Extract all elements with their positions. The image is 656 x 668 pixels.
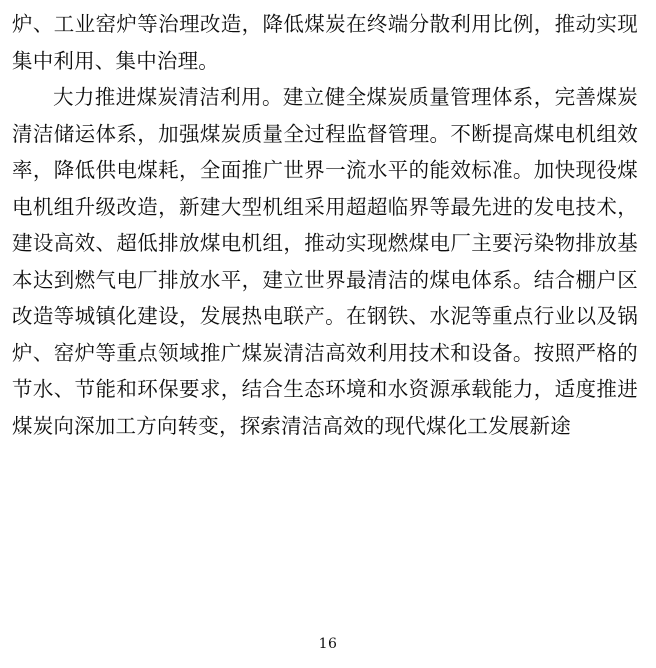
document-body [12,6,638,444]
paragraph-1: 炉、工业窑炉等治理改造，降低煤炭在终端分散利用比例，推动实现集中利用、集中治理。 [12,12,638,73]
page-number: 16 [318,636,338,652]
paragraph-2: 大力推进煤炭清洁利用。建立健全煤炭质量管理体系，完善煤炭清洁储运体系，加强煤炭质量全过程监督管理。不断提高煤电机组效率，降低供电煤耗，全面推广世界一流水平的能效标准。加快现役煤电机组升级改造，新建大型机组采用超超临界等最先进的发电技术，建设高效、超低排放煤电机组，推动实现燃煤电厂主要污染物排放基本达到燃气电厂排放水平，建立世界最清洁的煤电体系。结合棚户区改造等城镇化建设，发展热电联产。在钢铁、水泥等重点行业以及锅炉、窑炉等重点领域推广煤炭清洁高效利用技术和设备。按照严格的节水、节能和环保要求，结合生态环境和水资源承载能力，适度推进煤炭向深加工方向转变，探索清洁高效的现代煤化工发展新途 [12,85,638,438]
